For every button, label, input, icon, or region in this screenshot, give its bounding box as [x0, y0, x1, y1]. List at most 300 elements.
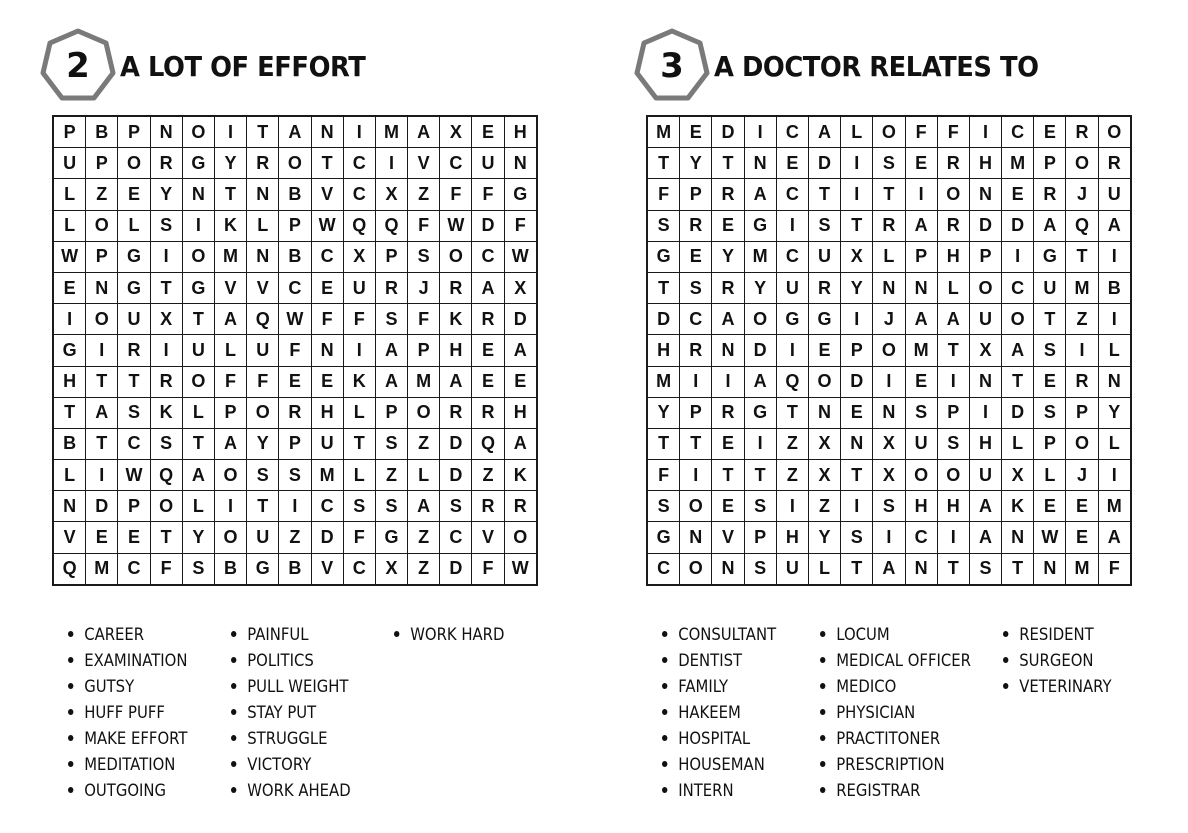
grid-cell[interactable]: E [808, 335, 840, 366]
grid-cell[interactable]: X [343, 241, 375, 272]
grid-cell[interactable]: D [86, 491, 118, 522]
grid-cell[interactable]: R [873, 210, 905, 241]
grid-cell[interactable]: C [680, 304, 712, 335]
grid-cell[interactable]: A [375, 335, 407, 366]
grid-cell[interactable]: N [247, 241, 279, 272]
grid-cell[interactable]: D [647, 304, 680, 335]
grid-cell[interactable]: S [375, 428, 407, 459]
grid-cell[interactable]: X [873, 428, 905, 459]
grid-cell[interactable]: Z [408, 553, 440, 585]
grid-cell[interactable]: O [808, 366, 840, 397]
grid-cell[interactable]: L [408, 460, 440, 491]
grid-cell[interactable]: A [440, 366, 472, 397]
grid-cell[interactable]: G [182, 148, 214, 179]
grid-cell[interactable]: G [1034, 241, 1066, 272]
grid-cell[interactable]: N [905, 553, 937, 585]
grid-cell[interactable]: M [408, 366, 440, 397]
grid-cell[interactable]: T [182, 428, 214, 459]
grid-cell[interactable]: O [1066, 148, 1098, 179]
grid-cell[interactable]: X [375, 553, 407, 585]
grid-cell[interactable]: F [150, 553, 182, 585]
grid-cell[interactable]: O [214, 460, 246, 491]
grid-cell[interactable]: M [905, 335, 937, 366]
grid-cell[interactable]: V [311, 179, 343, 210]
grid-cell[interactable]: L [1098, 335, 1131, 366]
grid-cell[interactable]: Z [1066, 304, 1098, 335]
grid-cell[interactable]: I [150, 241, 182, 272]
grid-cell[interactable]: D [1002, 210, 1034, 241]
grid-cell[interactable]: C [1002, 116, 1034, 148]
grid-cell[interactable]: N [680, 522, 712, 553]
grid-cell[interactable]: A [1034, 210, 1066, 241]
grid-cell[interactable]: L [247, 210, 279, 241]
grid-cell[interactable]: I [744, 428, 776, 459]
grid-cell[interactable]: O [680, 491, 712, 522]
grid-cell[interactable]: F [343, 522, 375, 553]
grid-cell[interactable]: A [279, 116, 311, 148]
grid-cell[interactable]: U [969, 460, 1001, 491]
grid-cell[interactable]: V [214, 272, 246, 303]
grid-cell[interactable]: R [150, 366, 182, 397]
grid-cell[interactable]: T [680, 428, 712, 459]
grid-cell[interactable]: P [905, 241, 937, 272]
grid-cell[interactable]: A [214, 304, 246, 335]
grid-cell[interactable]: E [712, 428, 744, 459]
grid-cell[interactable]: B [279, 241, 311, 272]
grid-cell[interactable]: H [969, 428, 1001, 459]
grid-cell[interactable]: P [118, 116, 150, 148]
grid-cell[interactable]: E [472, 335, 504, 366]
grid-cell[interactable]: S [1034, 397, 1066, 428]
grid-cell[interactable]: H [440, 335, 472, 366]
grid-cell[interactable]: I [969, 397, 1001, 428]
grid-cell[interactable]: N [182, 179, 214, 210]
grid-cell[interactable]: S [343, 491, 375, 522]
grid-cell[interactable]: C [311, 241, 343, 272]
grid-cell[interactable]: P [375, 397, 407, 428]
grid-cell[interactable]: A [86, 397, 118, 428]
grid-cell[interactable]: I [873, 522, 905, 553]
grid-cell[interactable]: N [311, 116, 343, 148]
grid-cell[interactable]: D [311, 522, 343, 553]
grid-cell[interactable]: I [1066, 335, 1098, 366]
grid-cell[interactable]: I [712, 366, 744, 397]
grid-cell[interactable]: L [182, 397, 214, 428]
grid-cell[interactable]: L [1098, 428, 1131, 459]
grid-cell[interactable]: X [1002, 460, 1034, 491]
grid-cell[interactable]: S [744, 491, 776, 522]
grid-cell[interactable]: R [680, 335, 712, 366]
grid-cell[interactable]: A [504, 428, 537, 459]
grid-cell[interactable]: A [969, 491, 1001, 522]
grid-cell[interactable]: O [182, 241, 214, 272]
grid-cell[interactable]: S [937, 428, 969, 459]
grid-cell[interactable]: E [472, 366, 504, 397]
grid-cell[interactable]: F [472, 179, 504, 210]
grid-cell[interactable]: C [647, 553, 680, 585]
grid-cell[interactable]: E [1034, 366, 1066, 397]
grid-cell[interactable]: A [744, 179, 776, 210]
grid-cell[interactable]: T [1002, 366, 1034, 397]
grid-cell[interactable]: Q [375, 210, 407, 241]
grid-cell[interactable]: E [311, 366, 343, 397]
grid-cell[interactable]: M [647, 116, 680, 148]
grid-cell[interactable]: A [1002, 335, 1034, 366]
grid-cell[interactable]: O [214, 522, 246, 553]
grid-cell[interactable]: B [86, 116, 118, 148]
grid-cell[interactable]: U [1034, 272, 1066, 303]
grid-cell[interactable]: Y [712, 241, 744, 272]
grid-cell[interactable]: X [375, 179, 407, 210]
grid-cell[interactable]: T [873, 179, 905, 210]
grid-cell[interactable]: E [1002, 179, 1034, 210]
grid-cell[interactable]: I [279, 491, 311, 522]
grid-cell[interactable]: I [1098, 460, 1131, 491]
grid-cell[interactable]: T [53, 397, 86, 428]
grid-cell[interactable]: P [279, 428, 311, 459]
grid-cell[interactable]: D [440, 428, 472, 459]
grid-cell[interactable]: K [1002, 491, 1034, 522]
grid-cell[interactable]: V [247, 272, 279, 303]
grid-cell[interactable]: M [86, 553, 118, 585]
grid-cell[interactable]: S [1034, 335, 1066, 366]
grid-cell[interactable]: L [214, 335, 246, 366]
grid-cell[interactable]: P [53, 116, 86, 148]
grid-cell[interactable]: U [247, 335, 279, 366]
grid-cell[interactable]: C [776, 241, 808, 272]
grid-cell[interactable]: R [1034, 179, 1066, 210]
grid-cell[interactable]: E [53, 272, 86, 303]
grid-cell[interactable]: F [408, 304, 440, 335]
grid-cell[interactable]: C [343, 148, 375, 179]
grid-cell[interactable]: F [504, 210, 537, 241]
grid-cell[interactable]: I [776, 335, 808, 366]
grid-cell[interactable]: E [1034, 491, 1066, 522]
grid-cell[interactable]: P [680, 179, 712, 210]
grid-cell[interactable]: J [873, 304, 905, 335]
grid-cell[interactable]: S [150, 428, 182, 459]
grid-cell[interactable]: S [375, 491, 407, 522]
grid-cell[interactable]: E [841, 397, 873, 428]
grid-cell[interactable]: T [150, 522, 182, 553]
grid-cell[interactable]: K [214, 210, 246, 241]
grid-cell[interactable]: C [776, 116, 808, 148]
grid-cell[interactable]: I [1098, 304, 1131, 335]
grid-cell[interactable]: P [279, 210, 311, 241]
grid-cell[interactable]: L [1002, 428, 1034, 459]
grid-cell[interactable]: N [1002, 522, 1034, 553]
grid-cell[interactable]: P [214, 397, 246, 428]
grid-cell[interactable]: U [343, 272, 375, 303]
grid-cell[interactable]: T [247, 116, 279, 148]
grid-cell[interactable]: E [776, 148, 808, 179]
grid-cell[interactable]: Z [776, 460, 808, 491]
grid-cell[interactable]: T [744, 460, 776, 491]
grid-cell[interactable]: T [712, 148, 744, 179]
grid-cell[interactable]: S [150, 210, 182, 241]
grid-cell[interactable]: L [118, 210, 150, 241]
grid-cell[interactable]: C [343, 179, 375, 210]
grid-cell[interactable]: A [214, 428, 246, 459]
grid-cell[interactable]: X [808, 428, 840, 459]
grid-cell[interactable]: W [311, 210, 343, 241]
grid-cell[interactable]: O [969, 272, 1001, 303]
grid-cell[interactable]: O [150, 491, 182, 522]
grid-cell[interactable]: D [969, 210, 1001, 241]
grid-cell[interactable]: P [969, 241, 1001, 272]
grid-cell[interactable]: T [343, 428, 375, 459]
grid-cell[interactable]: K [150, 397, 182, 428]
grid-cell[interactable]: N [744, 148, 776, 179]
grid-cell[interactable]: W [504, 553, 537, 585]
grid-cell[interactable]: T [937, 335, 969, 366]
grid-cell[interactable]: G [647, 522, 680, 553]
grid-cell[interactable]: S [905, 397, 937, 428]
grid-cell[interactable]: A [873, 553, 905, 585]
grid-cell[interactable]: Q [150, 460, 182, 491]
grid-cell[interactable]: N [1098, 366, 1131, 397]
grid-cell[interactable]: N [1034, 553, 1066, 585]
grid-cell[interactable]: N [86, 272, 118, 303]
grid-cell[interactable]: E [311, 272, 343, 303]
grid-cell[interactable]: O [1066, 428, 1098, 459]
grid-cell[interactable]: B [53, 428, 86, 459]
grid-cell[interactable]: Y [247, 428, 279, 459]
grid-cell[interactable]: F [1098, 553, 1131, 585]
grid-cell[interactable]: L [53, 179, 86, 210]
grid-cell[interactable]: S [873, 491, 905, 522]
grid-cell[interactable]: I [343, 116, 375, 148]
grid-cell[interactable]: D [712, 116, 744, 148]
grid-cell[interactable]: R [472, 491, 504, 522]
grid-cell[interactable]: H [937, 241, 969, 272]
grid-cell[interactable]: G [247, 553, 279, 585]
grid-cell[interactable]: L [343, 460, 375, 491]
grid-cell[interactable]: M [311, 460, 343, 491]
grid-cell[interactable]: E [1066, 522, 1098, 553]
grid-cell[interactable]: S [182, 553, 214, 585]
grid-cell[interactable]: S [118, 397, 150, 428]
grid-cell[interactable]: T [808, 179, 840, 210]
grid-cell[interactable]: F [937, 116, 969, 148]
grid-cell[interactable]: T [647, 148, 680, 179]
grid-cell[interactable]: P [375, 241, 407, 272]
grid-cell[interactable]: M [1098, 491, 1131, 522]
grid-cell[interactable]: U [776, 553, 808, 585]
grid-cell[interactable]: O [408, 397, 440, 428]
grid-cell[interactable]: O [1002, 304, 1034, 335]
grid-cell[interactable]: N [712, 335, 744, 366]
grid-cell[interactable]: R [712, 272, 744, 303]
grid-cell[interactable]: H [311, 397, 343, 428]
grid-cell[interactable]: R [375, 272, 407, 303]
grid-cell[interactable]: Y [841, 272, 873, 303]
grid-cell[interactable]: C [905, 522, 937, 553]
grid-cell[interactable]: Z [279, 522, 311, 553]
grid-cell[interactable]: C [279, 272, 311, 303]
grid-cell[interactable]: G [808, 304, 840, 335]
grid-cell[interactable]: O [247, 397, 279, 428]
grid-cell[interactable]: S [247, 460, 279, 491]
grid-cell[interactable]: O [440, 241, 472, 272]
grid-cell[interactable]: N [873, 272, 905, 303]
grid-cell[interactable]: P [680, 397, 712, 428]
grid-cell[interactable]: S [375, 304, 407, 335]
grid-cell[interactable]: F [247, 366, 279, 397]
grid-cell[interactable]: I [841, 148, 873, 179]
grid-cell[interactable]: I [1098, 241, 1131, 272]
grid-cell[interactable]: R [1098, 148, 1131, 179]
grid-cell[interactable]: X [440, 116, 472, 148]
grid-cell[interactable]: Q [53, 553, 86, 585]
grid-cell[interactable]: Y [1098, 397, 1131, 428]
grid-cell[interactable]: F [647, 460, 680, 491]
grid-cell[interactable]: A [375, 366, 407, 397]
grid-cell[interactable]: A [1098, 522, 1131, 553]
grid-cell[interactable]: A [182, 460, 214, 491]
grid-cell[interactable]: Q [472, 428, 504, 459]
grid-cell[interactable]: F [408, 210, 440, 241]
grid-cell[interactable]: L [182, 491, 214, 522]
grid-cell[interactable]: I [680, 460, 712, 491]
grid-cell[interactable]: H [937, 491, 969, 522]
grid-cell[interactable]: N [150, 116, 182, 148]
grid-cell[interactable]: C [311, 491, 343, 522]
grid-cell[interactable]: L [841, 116, 873, 148]
grid-cell[interactable]: D [440, 460, 472, 491]
grid-cell[interactable]: M [1002, 148, 1034, 179]
grid-cell[interactable]: I [1002, 241, 1034, 272]
grid-cell[interactable]: O [86, 304, 118, 335]
grid-cell[interactable]: I [53, 304, 86, 335]
grid-cell[interactable]: S [647, 210, 680, 241]
grid-cell[interactable]: I [214, 116, 246, 148]
grid-cell[interactable]: R [150, 148, 182, 179]
grid-cell[interactable]: I [375, 148, 407, 179]
grid-cell[interactable]: I [343, 335, 375, 366]
grid-cell[interactable]: R [808, 272, 840, 303]
grid-cell[interactable]: R [440, 397, 472, 428]
grid-cell[interactable]: J [408, 272, 440, 303]
grid-cell[interactable]: L [808, 553, 840, 585]
grid-cell[interactable]: R [247, 148, 279, 179]
grid-cell[interactable]: N [53, 491, 86, 522]
grid-cell[interactable]: R [712, 397, 744, 428]
grid-cell[interactable]: K [504, 460, 537, 491]
grid-cell[interactable]: T [118, 366, 150, 397]
grid-cell[interactable]: U [472, 148, 504, 179]
grid-cell[interactable]: W [1034, 522, 1066, 553]
grid-cell[interactable]: N [712, 553, 744, 585]
grid-cell[interactable]: O [937, 460, 969, 491]
grid-cell[interactable]: U [905, 428, 937, 459]
grid-cell[interactable]: M [744, 241, 776, 272]
grid-cell[interactable]: Y [744, 272, 776, 303]
grid-cell[interactable]: R [472, 397, 504, 428]
grid-cell[interactable]: O [905, 460, 937, 491]
grid-cell[interactable]: R [937, 210, 969, 241]
grid-cell[interactable]: N [905, 272, 937, 303]
grid-cell[interactable]: Y [647, 397, 680, 428]
grid-cell[interactable]: N [311, 335, 343, 366]
grid-cell[interactable]: H [969, 148, 1001, 179]
grid-cell[interactable]: V [311, 553, 343, 585]
grid-cell[interactable]: N [969, 179, 1001, 210]
grid-cell[interactable]: X [841, 241, 873, 272]
grid-cell[interactable]: Z [776, 428, 808, 459]
grid-cell[interactable]: I [937, 366, 969, 397]
grid-cell[interactable]: R [472, 304, 504, 335]
grid-cell[interactable]: O [873, 335, 905, 366]
grid-cell[interactable]: N [969, 366, 1001, 397]
grid-cell[interactable]: W [118, 460, 150, 491]
grid-cell[interactable]: O [86, 210, 118, 241]
grid-cell[interactable]: T [182, 304, 214, 335]
grid-cell[interactable]: O [279, 148, 311, 179]
grid-cell[interactable]: Z [408, 522, 440, 553]
grid-cell[interactable]: S [680, 272, 712, 303]
grid-cell[interactable]: U [182, 335, 214, 366]
grid-cell[interactable]: V [408, 148, 440, 179]
grid-cell[interactable]: Z [86, 179, 118, 210]
grid-cell[interactable]: S [808, 210, 840, 241]
grid-cell[interactable]: E [712, 491, 744, 522]
grid-cell[interactable]: I [182, 210, 214, 241]
grid-cell[interactable]: V [472, 522, 504, 553]
grid-cell[interactable]: B [214, 553, 246, 585]
grid-cell[interactable]: T [86, 366, 118, 397]
grid-cell[interactable]: I [744, 116, 776, 148]
grid-cell[interactable]: P [744, 522, 776, 553]
grid-cell[interactable]: T [1002, 553, 1034, 585]
grid-cell[interactable]: E [905, 148, 937, 179]
grid-cell[interactable]: U [776, 272, 808, 303]
grid-cell[interactable]: G [744, 397, 776, 428]
grid-cell[interactable]: P [86, 241, 118, 272]
grid-cell[interactable]: K [440, 304, 472, 335]
grid-cell[interactable]: E [504, 366, 537, 397]
grid-cell[interactable]: B [279, 179, 311, 210]
grid-cell[interactable]: T [1034, 304, 1066, 335]
grid-cell[interactable]: H [504, 116, 537, 148]
grid-cell[interactable]: O [504, 522, 537, 553]
grid-cell[interactable]: I [86, 335, 118, 366]
grid-cell[interactable]: O [680, 553, 712, 585]
grid-cell[interactable]: C [1002, 272, 1034, 303]
grid-cell[interactable]: R [118, 335, 150, 366]
grid-cell[interactable]: I [841, 304, 873, 335]
grid-cell[interactable]: O [873, 116, 905, 148]
grid-cell[interactable]: L [873, 241, 905, 272]
grid-cell[interactable]: A [408, 491, 440, 522]
grid-cell[interactable]: I [905, 179, 937, 210]
grid-cell[interactable]: U [1098, 179, 1131, 210]
grid-cell[interactable]: T [86, 428, 118, 459]
grid-cell[interactable]: N [841, 428, 873, 459]
grid-cell[interactable]: E [905, 366, 937, 397]
grid-cell[interactable]: R [712, 179, 744, 210]
grid-cell[interactable]: J [1066, 460, 1098, 491]
grid-cell[interactable]: W [53, 241, 86, 272]
grid-cell[interactable]: U [808, 241, 840, 272]
grid-cell[interactable]: M [1066, 272, 1098, 303]
grid-cell[interactable]: H [647, 335, 680, 366]
grid-cell[interactable]: E [680, 116, 712, 148]
grid-cell[interactable]: R [1066, 116, 1098, 148]
grid-cell[interactable]: X [808, 460, 840, 491]
grid-cell[interactable]: G [504, 179, 537, 210]
grid-cell[interactable]: I [841, 491, 873, 522]
